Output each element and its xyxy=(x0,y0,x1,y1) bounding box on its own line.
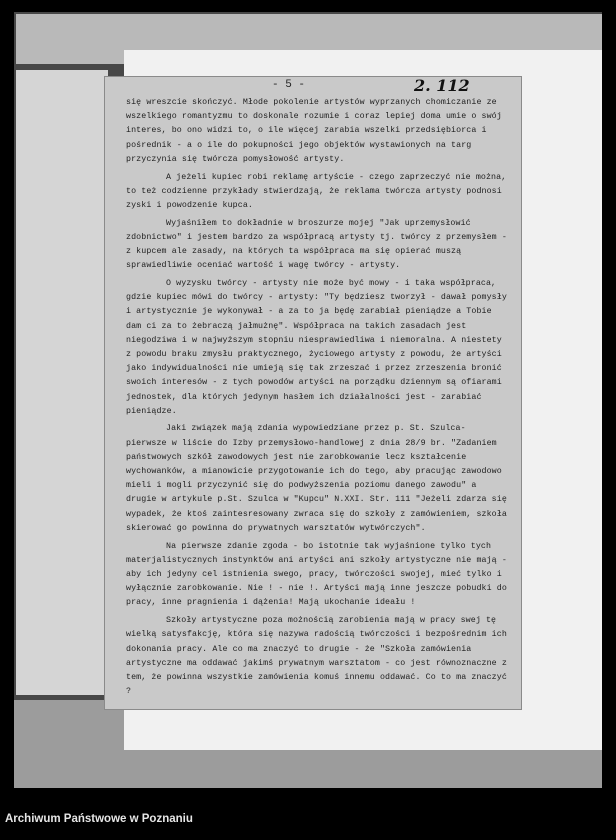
paragraph: Jaki związek mają zdania wypowiedziane przez p. St. Szulca- pierwsze w liście do Izby przemysłowo-handlowej z dnia 28/9 br. "Zadaniem państwowych szkół zawodowych jest nie zarobkowanie lecz kształcenie wychowanków, a mianowicie przygotowanie ich do tego, aby pracując zawodowo mieli i mogli przyczynić się do podwyższenia poziomu danego zawodu" a drugie w artykule p.St. Szulca w "Kupcu" N.XXI. Str. 111 "Jeżeli zdarza się wypadek, że ktoś zaintesresowany zwraca się do szkoły z zamówieniem, szkoła skierować go powinna do prywatnych warsztatów wytwórczych". xyxy=(126,424,507,533)
archive-label: Archiwum Państwowe w Poznaniu xyxy=(5,813,193,825)
document-body xyxy=(126,96,510,703)
page-header xyxy=(104,76,522,95)
underlying-sheet xyxy=(16,70,108,695)
folio-number: 2. 112 xyxy=(414,76,470,95)
paragraph: się wreszcie skończyć. Młode pokolenie artystów wyprzanych chomiczanie ze wszelkiego romantyzmu to doskonale rozumie i coraz lepiej doma umie o swój interes, bo ono widzi to, o ile więcej zarabia wszelki przedsiębiorca i pośrednik - a o ile do pokupności jego objektów wystawionych na targ przyczynia się twórcza pomysłowość artysty. xyxy=(126,98,502,164)
paragraph: O wyzysku twórcy - artysty nie może być mowy - i taka współpraca, gdzie kupiec mówi do twórcy - artysty: "Ty będziesz tworzył - dawał pomysły i artystycznie je wykonywał - a za to ja będę zarabiał pieniądze a Tobie dam ci za to żebraczą jałmużnę". Współpraca na takich zasadach jest niegodziwa i w najwyższym stopniu niesprawiedliwa i niemoralna. A niestety z powodu braku zmysłu praktycznego, życiowego artysty z powodu, że artyści jako indywidualności nie umieją się tak zrzeszać i przez zrzeszenia bronić swoich interesów - z tych powodów artyści na porządku dziennym są ofiarami jednostek, dla których jedynym hasłem ich działalności jest - zarabiać pieniądze. xyxy=(126,278,507,416)
paragraph: Wyjaśniłem to dokładnie w broszurze mojej "Jak uprzemysłowić zdobnictwo" i jestem bardzo za współpracą artysty tj. twórcy z przemysłem - z kupcem ale zasady, na których ta współpraca ma się opierać muszą sprawiedliwie oceniać wartość i wagę twórcy - artysty. xyxy=(126,218,507,271)
paragraph: Na pierwsze zdanie zgoda - bo istotnie tak wyjaśnione tylko tych materjalistycznych instynktów ani artyści ani szkoły artystyczne nie mają - aby ich jedyny cel istnienia swego, pracy, twórczości swojej, mieć tylko i wyłącznie zarobkowanie. Nie ! - nie !. Artyści mają inne jeszcze pobudki do pracy, inne pragnienia i dążenia! Mają ukochanie ideału ! xyxy=(126,541,507,608)
page-number: - 5 - xyxy=(272,79,306,91)
paragraph: A jeżeli kupiec robi reklamę artyście - czego zaprzeczyć nie można, to też codzienne przykłady stwierdzają, że reklama twórcza artysty podnosi zyski i powodzenie kupca. xyxy=(126,172,507,210)
paragraph: Szkoły artystyczne poza możnością zarobienia mają w pracy swej tę wielką satysfakcję, która się nazywa radością twórczości i bezpośrednim ich dokonania pracy. Ale co ma znaczyć to drugie - że "Szkoła zamówienia artystyczne ma oddawać jakimś prywatnym warsztatom - co jest równoznaczne z tem, że powinna wszystkie zamówienia komuś innemu oddawać. Co to ma znaczyć ? xyxy=(126,616,507,697)
document-page xyxy=(104,76,522,710)
